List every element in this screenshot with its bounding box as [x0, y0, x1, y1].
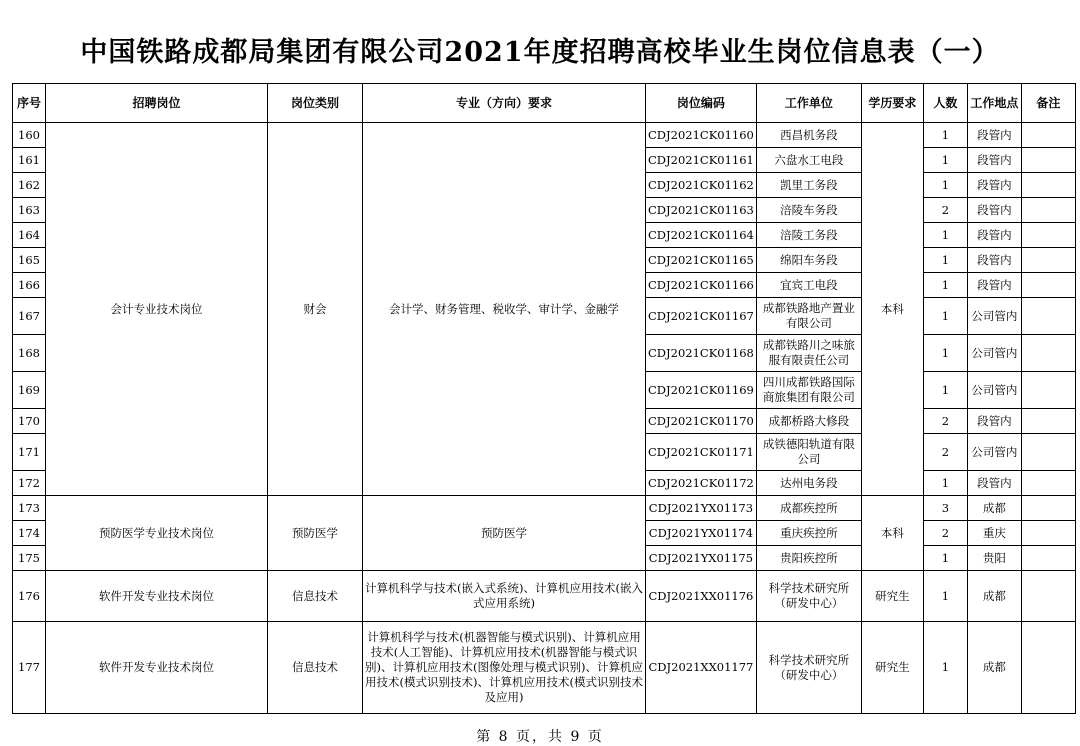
cell-edu: 本科: [861, 123, 923, 496]
cell-major: 计算机科学与技术(嵌入式系统)、计算机应用技术(嵌入式应用系统): [363, 571, 646, 622]
cell-remark: [1021, 173, 1075, 198]
cell-seq: 173: [13, 496, 46, 521]
cell-location: 贵阳: [967, 546, 1021, 571]
cell-remark: [1021, 471, 1075, 496]
header-location: 工作地点: [967, 84, 1021, 123]
cell-remark: [1021, 198, 1075, 223]
cell-location: 公司管内: [967, 335, 1021, 372]
cell-location: 公司管内: [967, 372, 1021, 409]
cell-remark: [1021, 546, 1075, 571]
cell-location: 段管内: [967, 409, 1021, 434]
cell-code: CDJ2021CK01168: [646, 335, 757, 372]
cell-unit: 凯里工务段: [756, 173, 861, 198]
cell-remark: [1021, 521, 1075, 546]
table-row: [13, 496, 1076, 521]
cell-position: 会计专业技术岗位: [46, 123, 268, 496]
cell-unit: 贵阳疾控所: [756, 546, 861, 571]
cell-unit: 科学技术研究所（研发中心）: [756, 622, 861, 714]
cell-location: 重庆: [967, 521, 1021, 546]
cell-unit: 成都桥路大修段: [756, 409, 861, 434]
cell-unit: 达州电务段: [756, 471, 861, 496]
cell-remark: [1021, 496, 1075, 521]
cell-unit: 西昌机务段: [756, 123, 861, 148]
cell-seq: 171: [13, 434, 46, 471]
header-code: 岗位编码: [646, 84, 757, 123]
cell-count: 1: [923, 298, 967, 335]
cell-count: 1: [923, 148, 967, 173]
cell-remark: [1021, 571, 1075, 622]
cell-remark: [1021, 622, 1075, 714]
cell-location: 成都: [967, 496, 1021, 521]
cell-code: CDJ2021CK01164: [646, 223, 757, 248]
cell-unit: 成都铁路地产置业有限公司: [756, 298, 861, 335]
cell-count: 1: [923, 372, 967, 409]
cell-seq: 164: [13, 223, 46, 248]
cell-remark: [1021, 248, 1075, 273]
cell-code: CDJ2021XX01177: [646, 622, 757, 714]
cell-edu: 本科: [861, 496, 923, 571]
cell-code: CDJ2021CK01170: [646, 409, 757, 434]
cell-location: 成都: [967, 571, 1021, 622]
cell-code: CDJ2021CK01163: [646, 198, 757, 223]
cell-unit: 四川成都铁路国际商旅集团有限公司: [756, 372, 861, 409]
header-remark: 备注: [1021, 84, 1075, 123]
header-major: 专业（方向）要求: [363, 84, 646, 123]
cell-code: CDJ2021CK01160: [646, 123, 757, 148]
cell-seq: 175: [13, 546, 46, 571]
cell-seq: 170: [13, 409, 46, 434]
header-seq: 序号: [13, 84, 46, 123]
cell-unit: 涪陵工务段: [756, 223, 861, 248]
cell-seq: 172: [13, 471, 46, 496]
cell-count: 2: [923, 198, 967, 223]
cell-code: CDJ2021CK01169: [646, 372, 757, 409]
cell-location: 段管内: [967, 173, 1021, 198]
cell-code: CDJ2021XX01176: [646, 571, 757, 622]
cell-location: 段管内: [967, 248, 1021, 273]
cell-seq: 168: [13, 335, 46, 372]
cell-count: 1: [923, 223, 967, 248]
cell-seq: 167: [13, 298, 46, 335]
cell-remark: [1021, 409, 1075, 434]
cell-position: 软件开发专业技术岗位: [46, 622, 268, 714]
cell-category: 信息技术: [268, 622, 363, 714]
cell-major: 预防医学: [363, 496, 646, 571]
cell-remark: [1021, 273, 1075, 298]
cell-count: 2: [923, 409, 967, 434]
cell-count: 1: [923, 546, 967, 571]
table-row: [13, 123, 1076, 148]
cell-seq: 176: [13, 571, 46, 622]
cell-remark: [1021, 123, 1075, 148]
cell-seq: 169: [13, 372, 46, 409]
header-unit: 工作单位: [756, 84, 861, 123]
cell-edu: 研究生: [861, 622, 923, 714]
cell-count: 1: [923, 335, 967, 372]
cell-location: 段管内: [967, 223, 1021, 248]
cell-code: CDJ2021CK01161: [646, 148, 757, 173]
cell-unit: 重庆疾控所: [756, 521, 861, 546]
cell-remark: [1021, 335, 1075, 372]
cell-major: 会计学、财务管理、税收学、审计学、金融学: [363, 123, 646, 496]
cell-seq: 174: [13, 521, 46, 546]
cell-code: CDJ2021YX01174: [646, 521, 757, 546]
cell-unit: 宜宾工电段: [756, 273, 861, 298]
cell-location: 段管内: [967, 273, 1021, 298]
cell-count: 2: [923, 434, 967, 471]
cell-count: 1: [923, 248, 967, 273]
cell-location: 段管内: [967, 198, 1021, 223]
cell-seq: 163: [13, 198, 46, 223]
cell-position: 预防医学专业技术岗位: [46, 496, 268, 571]
cell-unit: 成铁德阳轨道有限公司: [756, 434, 861, 471]
cell-code: CDJ2021CK01166: [646, 273, 757, 298]
cell-count: 1: [923, 273, 967, 298]
cell-seq: 160: [13, 123, 46, 148]
cell-count: 1: [923, 173, 967, 198]
cell-code: CDJ2021YX01173: [646, 496, 757, 521]
cell-remark: [1021, 148, 1075, 173]
cell-location: 公司管内: [967, 434, 1021, 471]
cell-code: CDJ2021CK01171: [646, 434, 757, 471]
cell-category: 信息技术: [268, 571, 363, 622]
cell-position: 软件开发专业技术岗位: [46, 571, 268, 622]
cell-category: 财会: [268, 123, 363, 496]
cell-major: 计算机科学与技术(机器智能与模式识别)、计算机应用技术(人工智能)、计算机应用技术(机器智能与模式识别)、计算机应用技术(图像处理与模式识别)、计算机应用技术(模式识别技术)、计算机应用技术(模式识别技术及应用): [363, 622, 646, 714]
header-position: 招聘岗位: [46, 84, 268, 123]
cell-count: 2: [923, 521, 967, 546]
cell-seq: 162: [13, 173, 46, 198]
cell-edu: 研究生: [861, 571, 923, 622]
header-count: 人数: [923, 84, 967, 123]
cell-seq: 166: [13, 273, 46, 298]
header-edu: 学历要求: [861, 84, 923, 123]
cell-location: 段管内: [967, 471, 1021, 496]
cell-location: 段管内: [967, 123, 1021, 148]
page-footer: 第 8 页，共 9 页: [476, 729, 604, 745]
header-category: 岗位类别: [268, 84, 363, 123]
cell-unit: 科学技术研究所（研发中心）: [756, 571, 861, 622]
cell-code: CDJ2021CK01165: [646, 248, 757, 273]
cell-seq: 177: [13, 622, 46, 714]
cell-unit: 涪陵车务段: [756, 198, 861, 223]
cell-remark: [1021, 434, 1075, 471]
cell-location: 成都: [967, 622, 1021, 714]
table-header-row: [13, 84, 1076, 123]
cell-code: CDJ2021YX01175: [646, 546, 757, 571]
positions-table: [12, 83, 1076, 714]
cell-code: CDJ2021CK01172: [646, 471, 757, 496]
cell-remark: [1021, 372, 1075, 409]
cell-seq: 161: [13, 148, 46, 173]
cell-remark: [1021, 223, 1075, 248]
cell-count: 1: [923, 471, 967, 496]
cell-count: 1: [923, 123, 967, 148]
cell-count: 3: [923, 496, 967, 521]
cell-unit: 成都铁路川之味旅服有限责任公司: [756, 335, 861, 372]
cell-unit: 六盘水工电段: [756, 148, 861, 173]
page-title: 中国铁路成都局集团有限公司2021年度招聘高校毕业生岗位信息表（一）: [80, 37, 1000, 68]
cell-seq: 165: [13, 248, 46, 273]
table-row: [13, 571, 1076, 622]
cell-code: CDJ2021CK01162: [646, 173, 757, 198]
cell-location: 公司管内: [967, 298, 1021, 335]
cell-location: 段管内: [967, 148, 1021, 173]
cell-unit: 绵阳车务段: [756, 248, 861, 273]
cell-count: 1: [923, 622, 967, 714]
table-row: [13, 622, 1076, 714]
cell-count: 1: [923, 571, 967, 622]
cell-remark: [1021, 298, 1075, 335]
cell-unit: 成都疾控所: [756, 496, 861, 521]
cell-category: 预防医学: [268, 496, 363, 571]
cell-code: CDJ2021CK01167: [646, 298, 757, 335]
